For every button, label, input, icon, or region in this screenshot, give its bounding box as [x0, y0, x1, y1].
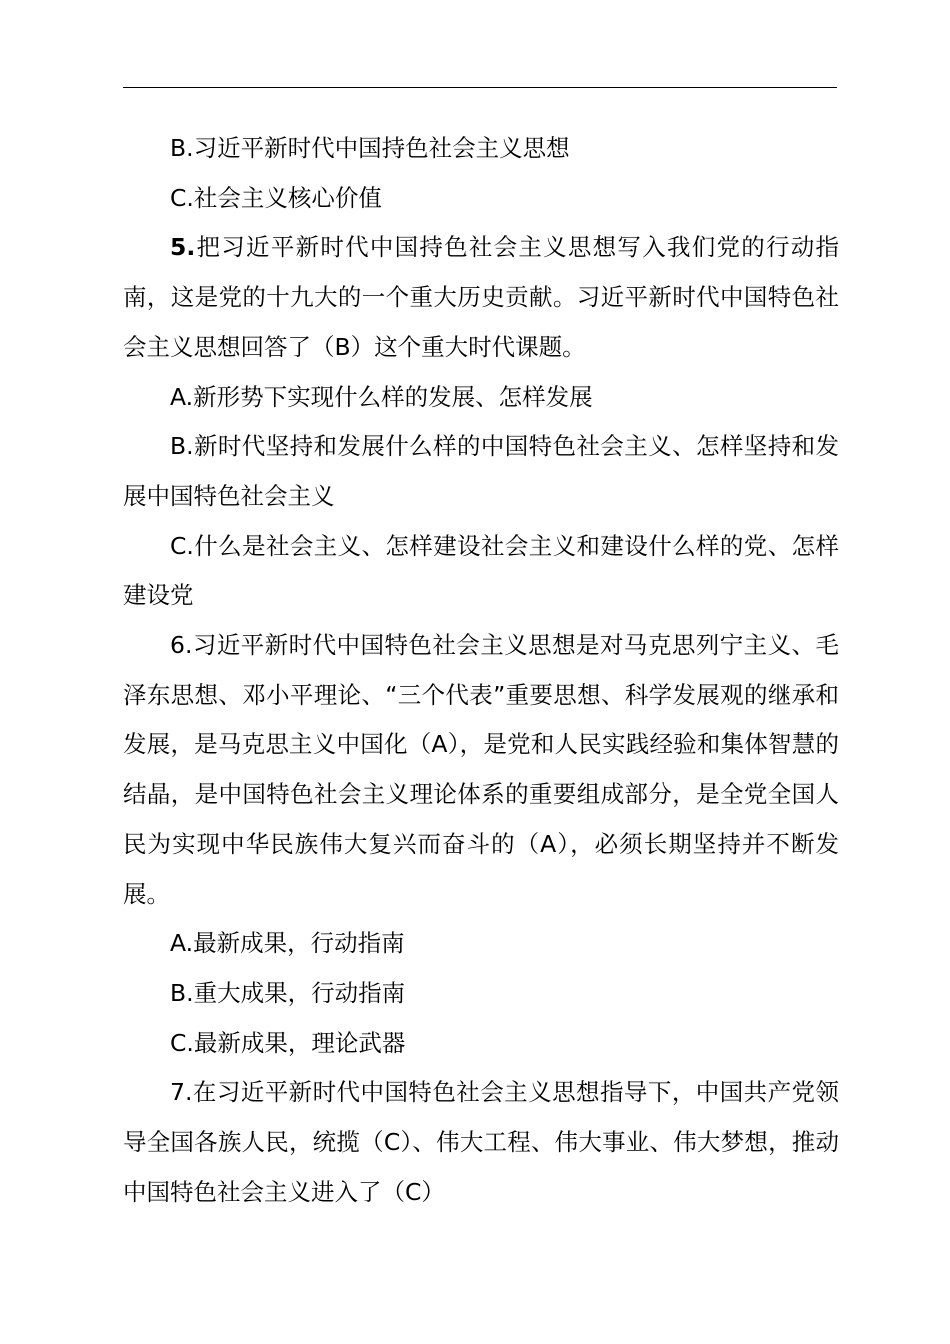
- q6-option-a: A.最新成果，行动指南: [170, 929, 405, 958]
- q4-option-b: B.习近平新时代中国持色社会主义思想: [170, 134, 570, 162]
- q5-number: 5.: [170, 233, 196, 262]
- q4-option-c: C.社会主义核心价值: [170, 183, 382, 212]
- document-body: [123, 124, 839, 1217]
- q5-option-b: B.新时代坚持和发展什么样的中国特色社会主义、怎样坚持和发展中国特色社会主义: [123, 432, 839, 510]
- header-rule: [123, 87, 837, 88]
- q5-option-c: C.什么是社会主义、怎样建设社会主义和建设什么样的党、怎样建设党: [123, 531, 839, 610]
- q6-option-b: B.重大成果，行动指南: [170, 978, 406, 1007]
- q6-option-c: C.最新成果，理论武器: [170, 1028, 406, 1057]
- q5-stem: [123, 223, 839, 372]
- q5-stem-text: 把习近平新时代中国持色社会主义思想写入我们党的行动指南，这是党的十九大的一个重大历史贡献。习近平新时代中国特色社会主义思想回答了（B）这个重大时代课题。: [123, 233, 839, 361]
- q7-stem: 7.在习近平新时代中国特色社会主义思想指导下，中国共产党领导全国各族人民，统揽（C）、伟大工程、伟大事业、伟大梦想，推动中国特色社会主义进入了（C）: [123, 1078, 839, 1206]
- q5-option-a: A.新形势下实现什么样的发展、怎样发展: [170, 382, 593, 411]
- q6-stem: 6.习近平新时代中国特色社会主义思想是对马克思列宁主义、毛泽东思想、邓小平理论、“三个代表”重要思想、科学发展观的继承和发展，是马克思主义中国化（A），是党和人民实践经验和集体智慧的结晶，是中国特色社会主义理论体系的重要组成部分，是全党全国人民为实现中华民族伟大复兴而奋斗的（A），必须长期坚持并不断发展。: [123, 631, 839, 908]
